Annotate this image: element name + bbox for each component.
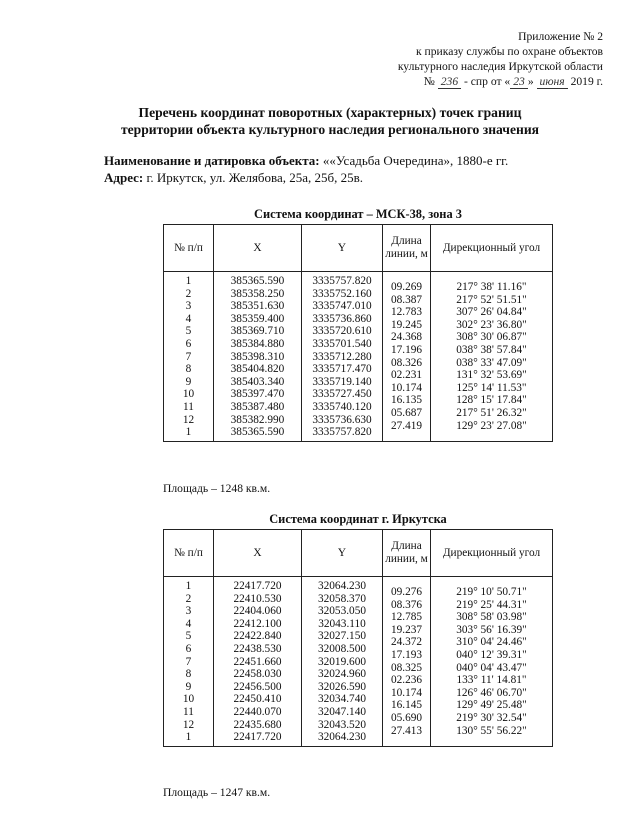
x-coordinate: 385358.250: [230, 287, 285, 300]
line-length: 17.196: [390, 343, 423, 356]
point-number: 9: [185, 680, 192, 693]
direction-angle-column: [431, 577, 553, 747]
direction-angle: 038° 38' 57.84": [456, 343, 527, 356]
direction-angle: 128° 15' 17.84": [456, 394, 527, 407]
y-coordinate: 32008.500: [317, 642, 366, 655]
order-reference-line: к приказу службы по охране объектов: [416, 45, 603, 58]
x-coordinate: 22417.720: [233, 731, 282, 744]
object-info: [104, 152, 508, 186]
col-header-length: Длина линии, м: [383, 530, 431, 577]
col-header-x: X: [214, 530, 302, 577]
number-sign: №: [423, 75, 435, 88]
y-coordinate: 3335712.280: [312, 350, 372, 363]
x-coordinate: 22456.500: [233, 680, 282, 693]
y-coordinate: 32043.110: [318, 617, 366, 630]
y-coordinate: 32053.050: [317, 605, 366, 618]
y-coordinate: 32064.230: [317, 731, 366, 744]
direction-angle: 302° 23' 36.80": [456, 318, 527, 331]
x-coordinate: 385398.310: [230, 350, 285, 363]
y-coordinate-column: [302, 272, 383, 442]
order-number-handwritten: 236: [438, 75, 461, 89]
col-header-y: Y: [302, 225, 383, 272]
point-number: 8: [185, 363, 192, 376]
y-coordinate: 3335736.630: [312, 413, 372, 426]
x-coordinate: 385384.880: [230, 337, 285, 350]
col-header-y: Y: [302, 530, 383, 577]
point-number: 4: [185, 312, 192, 325]
table-header-row: [164, 225, 553, 272]
point-number: 12: [182, 413, 195, 426]
point-number: 10: [182, 388, 195, 401]
point-number: 4: [185, 617, 192, 630]
col-header-length: Длина линии, м: [383, 225, 431, 272]
point-number: 5: [185, 325, 192, 338]
x-coordinate-column: [214, 272, 302, 442]
point-number: 7: [185, 655, 192, 668]
direction-angle: 310° 04' 24.46": [456, 636, 527, 649]
point-number: 3: [185, 300, 192, 313]
y-coordinate: 32043.520: [317, 718, 366, 731]
line-length: 05.687: [390, 406, 423, 419]
y-coordinate: 3335740.120: [312, 400, 372, 413]
x-coordinate: 385365.590: [230, 275, 285, 287]
order-date-quote: »: [527, 75, 534, 88]
point-number: 3: [185, 605, 192, 618]
direction-angle: 040° 12' 39.31": [456, 648, 527, 661]
line-length: 27.419: [390, 419, 423, 432]
line-length: 08.326: [390, 356, 423, 369]
x-coordinate: 22404.060: [233, 605, 282, 618]
line-length: 12.785: [390, 611, 423, 624]
line-length: 19.237: [390, 623, 423, 636]
line-length: 12.783: [390, 306, 423, 319]
col-header-num: № п/п: [164, 530, 214, 577]
line-length: 27.413: [390, 724, 423, 737]
x-coordinate: 385387.480: [230, 400, 285, 413]
direction-angle: 217° 52' 51.51": [456, 293, 527, 306]
point-number: 6: [185, 337, 192, 350]
order-day-handwritten: 23: [510, 75, 528, 89]
x-coordinate: 22435.680: [233, 718, 282, 731]
direction-angle: 303° 56' 16.39": [456, 623, 527, 636]
point-number: 2: [185, 287, 192, 300]
direction-angle: 217° 38' 11.16": [456, 281, 527, 293]
direction-angle: 308° 58' 03.98": [456, 611, 527, 624]
point-number: 5: [185, 630, 192, 643]
y-coordinate: 3335701.540: [312, 337, 372, 350]
y-coordinate: 32027.150: [317, 630, 366, 643]
point-number-column: [164, 577, 214, 747]
system2-area: Площадь – 1247 кв.м.: [163, 786, 271, 799]
title-line-2: территории объекта культурного наследия регионального значения: [120, 122, 540, 137]
point-number: 1: [185, 731, 192, 744]
point-number: 1: [185, 275, 192, 287]
x-coordinate: 22417.720: [233, 580, 282, 592]
line-length: 08.387: [390, 293, 423, 306]
order-number-line: [343, 74, 603, 89]
direction-angle: 307° 26' 04.84": [456, 306, 527, 319]
direction-angle: 131° 32' 53.69": [456, 369, 527, 382]
object-address-value: г. Иркутск, ул. Желябова, 25а, 25б, 25в.: [146, 170, 364, 185]
direction-angle: 125° 14' 11.53": [456, 381, 527, 394]
y-coordinate: 3335752.160: [312, 287, 372, 300]
point-number: 1: [185, 426, 192, 439]
col-header-x: X: [214, 225, 302, 272]
direction-angle: 308° 30' 06.87": [456, 331, 527, 344]
direction-angle: 129° 23' 27.08": [456, 419, 527, 432]
x-coordinate-column: [214, 577, 302, 747]
x-coordinate: 22440.070: [233, 705, 282, 718]
direction-angle: 126° 46' 06.70": [456, 686, 527, 699]
point-number: 6: [185, 642, 192, 655]
y-coordinate: 32024.960: [317, 668, 366, 681]
y-coordinate: 3335727.450: [312, 388, 372, 401]
order-date-prefix: - спр от «: [464, 75, 511, 88]
point-number: 11: [183, 705, 194, 718]
order-month-handwritten: июня: [537, 75, 568, 89]
appendix-number: Приложение № 2: [518, 30, 603, 43]
direction-angle: 133° 11' 14.81": [456, 674, 527, 687]
point-number: 8: [185, 668, 192, 681]
x-coordinate: 385382.990: [230, 413, 285, 426]
y-coordinate: 32058.370: [317, 592, 366, 605]
y-coordinate: 32047.140: [317, 705, 366, 718]
x-coordinate: 22450.410: [233, 693, 282, 706]
object-name-label: Наименование и датировка объекта:: [104, 153, 320, 168]
direction-angle: 038° 33' 47.09": [456, 356, 527, 369]
direction-angle: 219° 30' 32.54": [456, 711, 527, 724]
line-length-column: [383, 272, 431, 442]
object-address-label: Адрес:: [104, 170, 144, 185]
point-number: 7: [185, 350, 192, 363]
point-number: 12: [182, 718, 195, 731]
y-coordinate: 3335747.010: [312, 300, 372, 313]
x-coordinate: 385397.470: [230, 388, 285, 401]
y-coordinate: 3335757.820: [312, 275, 372, 287]
table-body-row: [164, 272, 553, 442]
line-length: 02.236: [390, 674, 423, 687]
line-length: 08.325: [390, 661, 423, 674]
line-length: 08.376: [390, 598, 423, 611]
line-length: 10.174: [390, 381, 423, 394]
col-header-angle: Дирекционный угол: [431, 530, 553, 577]
direction-angle: 040° 04' 43.47": [456, 661, 527, 674]
x-coordinate: 385351.630: [230, 300, 285, 313]
system1-title: Система координат – МСК-38, зона 3: [254, 207, 462, 221]
line-length: 19.245: [390, 318, 423, 331]
line-length: 10.174: [390, 686, 423, 699]
direction-angle: 130° 55' 56.22": [456, 724, 527, 737]
x-coordinate: 385369.710: [230, 325, 285, 338]
title-line-1: Перечень координат поворотных (характерных) точек границ: [138, 105, 522, 120]
point-number: 2: [185, 592, 192, 605]
point-number: 9: [185, 375, 192, 388]
x-coordinate: 22412.100: [233, 617, 282, 630]
direction-angle-column: [431, 272, 553, 442]
col-header-angle: Дирекционный угол: [431, 225, 553, 272]
y-coordinate-column: [302, 577, 383, 747]
system1-area: Площадь – 1248 кв.м.: [163, 482, 271, 495]
system2-table: [163, 529, 553, 747]
agency-line: культурного наследия Иркутской области: [397, 60, 603, 73]
x-coordinate: 385403.340: [230, 375, 285, 388]
direction-angle: 129° 49' 25.48": [456, 699, 527, 712]
order-year: 2019 г.: [570, 75, 603, 88]
document-title: [60, 104, 600, 138]
appendix-header: [343, 29, 603, 89]
x-coordinate: 385404.820: [230, 363, 285, 376]
line-length-column: [383, 577, 431, 747]
point-number: 1: [185, 580, 192, 592]
direction-angle: 219° 25' 44.31": [456, 598, 527, 611]
point-number-column: [164, 272, 214, 442]
object-name-row: [104, 152, 508, 169]
y-coordinate: 32019.600: [317, 655, 366, 668]
x-coordinate: 22458.030: [233, 668, 282, 681]
y-coordinate: 3335736.860: [312, 312, 372, 325]
y-coordinate: 32026.590: [317, 680, 366, 693]
system2-title: Система координат г. Иркутска: [269, 512, 447, 526]
y-coordinate: 3335757.820: [312, 426, 372, 439]
x-coordinate: 22451.660: [233, 655, 282, 668]
point-number: 10: [182, 693, 195, 706]
line-length: 24.372: [390, 636, 423, 649]
x-coordinate: 22422.840: [233, 630, 282, 643]
direction-angle: 219° 10' 50.71": [456, 586, 527, 598]
system1-table: [163, 224, 553, 442]
line-length: 16.145: [390, 699, 423, 712]
line-length: 02.231: [390, 369, 423, 382]
table-body-row: [164, 577, 553, 747]
y-coordinate: 32064.230: [317, 580, 366, 592]
x-coordinate: 385359.400: [230, 312, 285, 325]
direction-angle: 217° 51' 26.32": [456, 406, 527, 419]
y-coordinate: 3335717.470: [312, 363, 372, 376]
y-coordinate: 3335719.140: [312, 375, 372, 388]
object-name-value: ««Усадьба Очередина», 1880-е гг.: [322, 153, 509, 168]
line-length: 17.193: [390, 648, 423, 661]
line-length: 16.135: [390, 394, 423, 407]
point-number: 11: [183, 400, 194, 413]
line-length: 05.690: [390, 711, 423, 724]
line-length: 09.269: [390, 281, 423, 293]
table-header-row: [164, 530, 553, 577]
col-header-num: № п/п: [164, 225, 214, 272]
x-coordinate: 22438.530: [233, 642, 282, 655]
line-length: 09.276: [390, 586, 423, 598]
y-coordinate: 32034.740: [317, 693, 366, 706]
object-address-row: [104, 169, 508, 186]
x-coordinate: 22410.530: [233, 592, 282, 605]
y-coordinate: 3335720.610: [312, 325, 372, 338]
x-coordinate: 385365.590: [230, 426, 285, 439]
line-length: 24.368: [390, 331, 423, 344]
